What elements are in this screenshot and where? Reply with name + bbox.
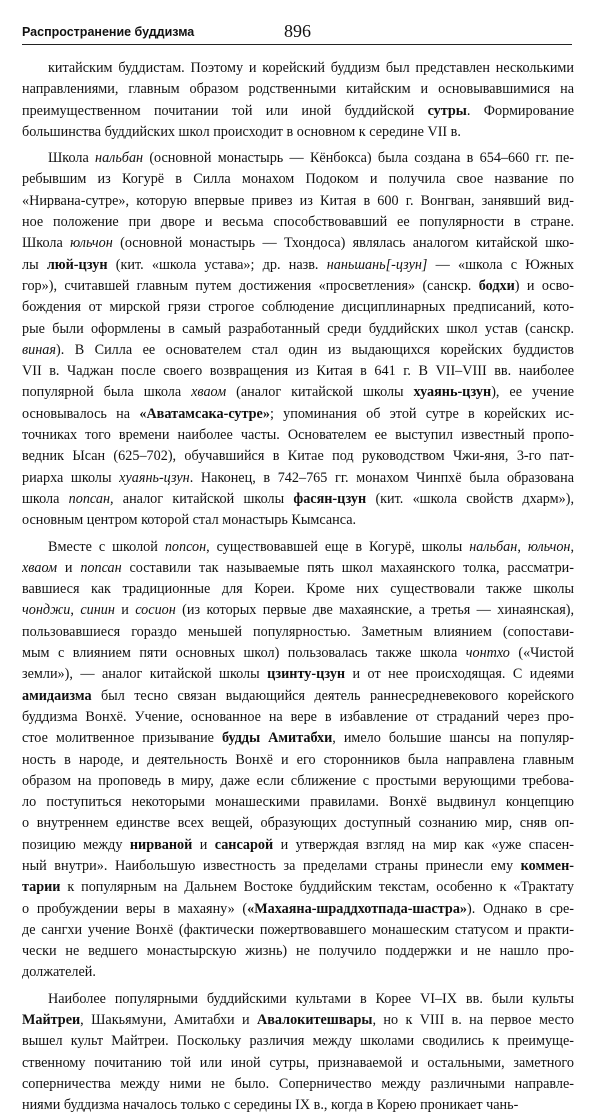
text-line (22, 340, 574, 361)
text-run: школа (22, 490, 69, 507)
text-run: и (114, 602, 136, 619)
italic-term: виная (22, 341, 56, 358)
text-line (22, 877, 574, 898)
text-line (22, 382, 574, 403)
bold-term: амидаизма (22, 687, 92, 704)
text-line (22, 191, 574, 212)
text-run: «Нирвана-сутре», которую впервые привез из Китая в 600 г. Вонгван, занявший вид- (22, 192, 574, 209)
text-run: был тесно связан выдающийся деятель раннесредневекового корейского (91, 687, 574, 704)
text-run: соперничества между ними не было. Соперничество между различными направле- (22, 1075, 574, 1092)
text-line (22, 664, 574, 685)
text-run: большинства буддийских школ происходит в основном к середине VII в. (22, 123, 461, 140)
text-run: земли»), — аналог китайской школы (22, 666, 268, 683)
italic-term: юльчон (70, 235, 113, 252)
text-line (22, 707, 574, 728)
text-line (22, 537, 574, 558)
text-run: (аналог китайской школы (226, 384, 414, 401)
text-run: VII в. Чаджан после своего возвращения из Китая в 641 г. В VII–VIII вв. наиболее (22, 363, 574, 380)
text-line (22, 233, 574, 254)
text-run: и утверждая взгляд на мир как «уже спасен- (273, 836, 574, 853)
text-line (22, 255, 574, 276)
text-line (22, 792, 574, 813)
text-line (22, 941, 574, 962)
text-line (22, 1074, 574, 1095)
text-line (22, 962, 574, 983)
text-run: точниках того времени наиболее часты. Основателем ее выступил известный пропо- (22, 427, 574, 444)
text-run: и от нее происходящая. С идеями (345, 666, 574, 683)
text-line (22, 600, 574, 621)
text-run: (из которых первые две махаянские, а третья — хинаянская), (175, 602, 574, 619)
text-run: ; упоминания об этой сутре в корейских ис- (269, 405, 574, 422)
text-line (22, 1053, 574, 1074)
text-line (22, 489, 574, 510)
text-run: и (57, 559, 81, 576)
text-run: стое молитвенное призывание (22, 730, 222, 747)
italic-term: попсан (80, 559, 122, 576)
text-line (22, 276, 574, 297)
bold-term: цзинту-цзун (267, 666, 346, 683)
section-title: Распространение буддизма (22, 25, 195, 39)
text-run: , (570, 538, 574, 555)
text-run: ) и осво- (514, 277, 574, 294)
italic-term: юльчон (527, 538, 571, 555)
bold-term: сансарой (214, 836, 274, 853)
bold-term: коммен- (520, 857, 574, 874)
text-run: (кит. «школа свойств дхарм»), (366, 490, 574, 507)
text-run: , (70, 602, 81, 619)
text-run: бождения от мирской грязи строгое соблюдение дисциплинарных предписаний, кото- (22, 299, 574, 316)
text-line (22, 446, 574, 467)
text-run: (кит. «школа устава»; др. назв. (107, 256, 327, 273)
italic-term: нальбан (95, 150, 144, 167)
text-run: де сангхи учение Вонхё (фактически пожертвовавшего монашеским статусом и практи- (22, 921, 574, 938)
text-run: направлениями, главным образом родственными китайским и основывавшимися на (22, 81, 574, 98)
page-number: 896 (284, 21, 311, 41)
text-run: вышел культ Майтреи. Поскольку различия между школами сводились к преимуще- (22, 1033, 574, 1050)
italic-term: попсан (68, 490, 110, 507)
text-run: риарха школы (22, 469, 120, 486)
text-run: (основной монастырь — Кёнбокса) была создана в 654–660 гг. пе- (143, 150, 574, 167)
italic-term: хваом (22, 559, 58, 576)
text-line (22, 212, 574, 233)
text-run: , имело большие шансы на популяр- (332, 730, 574, 747)
text-line (22, 643, 574, 664)
text-line (22, 856, 574, 877)
italic-term: синин (80, 602, 115, 619)
text-run: . Наконец, в 742–765 гг. монахом Чинпхё была образована (189, 469, 574, 486)
text-line (22, 79, 574, 100)
text-run: Школа (48, 150, 96, 167)
text-run: о пробуждении веры в махаяну» ( (22, 900, 248, 917)
text-line (22, 813, 574, 834)
text-run: китайским буддистам. Поэтому и корейский буддизм был представлен несколькими (48, 60, 574, 76)
bold-term: фасян-цзун (293, 490, 367, 507)
text-run: составили так называемые пять школ махаянского толка, рассматри- (121, 559, 574, 576)
text-run: (основной монастырь — Тхондоса) являлась аналогом китайской шко- (112, 235, 574, 252)
text-line (22, 425, 574, 446)
text-run: ведник Ысан (625–702), обучавшийся в Китае под руководством Чжи-яня, 3-го пат- (22, 448, 574, 465)
text-run: о внутреннем единстве всех вещей, образующих доступный сознанию мир, сняв оп- (22, 815, 574, 832)
bold-term: нирваной (129, 836, 193, 853)
text-line (22, 404, 574, 425)
text-line (22, 297, 574, 318)
text-run: лы (22, 256, 47, 273)
bold-term: хуаянь-цзун (413, 384, 492, 401)
text-line (22, 771, 574, 792)
text-line (22, 510, 574, 531)
text-run: пользовавшиеся гораздо меньшей популярностью. Заметным влиянием (сопостави- (22, 623, 574, 640)
text-run: вавшиеся как традиционные для Кореи. Кроме них существовали также школы (22, 581, 574, 598)
bold-term: Майтреи (22, 1012, 81, 1029)
text-run: популярной была школа (22, 384, 192, 401)
bold-term: бодхи (478, 277, 515, 294)
text-line (22, 750, 574, 771)
text-run: — «школа с Южных (427, 256, 574, 273)
text-line (22, 58, 574, 79)
italic-term: сосион (135, 602, 176, 619)
text-run: буддизма Вонхё. Учение, основанное на вере в избавление от страданий через про- (22, 708, 574, 725)
text-line (22, 920, 574, 941)
text-run: ный внутри». Наибольшую известность за пределами страны принесли ему (22, 857, 521, 874)
text-run: ), ее учение (491, 384, 574, 401)
text-run: , Шакьямуни, Амитабхи и (80, 1012, 257, 1029)
paragraph (22, 989, 574, 1117)
bold-term: «Махаяна-шраддхотпада-шастра» (247, 900, 468, 917)
italic-term: чонтхо (465, 645, 510, 662)
italic-term: попсон (164, 538, 207, 555)
text-run: , аналог китайской школы (109, 490, 294, 507)
italic-term: хуаянь-цзун (119, 469, 190, 486)
text-run: позицию между (22, 836, 130, 853)
text-run: Вместе с школой (48, 538, 165, 555)
text-line (22, 361, 574, 382)
text-run: основным центром которой стал монастырь Кымсанса. (22, 512, 357, 529)
paragraph (22, 148, 574, 531)
text-run: ло поступиться некоторыми монашескими правилами. Вонхё выдвинул концепцию (22, 794, 574, 811)
text-line (22, 468, 574, 489)
running-header (22, 22, 572, 45)
text-run: чески не ведшего монастырскую жизнь) не получило поддержки и не нашло про- (22, 943, 574, 960)
text-run: преимущественном почитании той или иной буддийской (22, 102, 428, 119)
text-run: мым с влиянием пяти основных школ) пользовалась также школа (22, 645, 466, 662)
text-line (22, 101, 574, 122)
text-line (22, 319, 574, 340)
text-run: ность в народе, и деятельность Вонхё и его сторонников была направлена главным (22, 751, 574, 768)
text-run: гор»), считавшей главным путем достижения «просветления» (санскр. (22, 277, 479, 294)
bold-term: будды Амитабхи (221, 730, 333, 747)
text-run: и (192, 836, 215, 853)
text-line (22, 1031, 574, 1052)
text-run: , но к VIII в. на первое место (372, 1012, 574, 1029)
text-line (22, 686, 574, 707)
text-run: основывалось на (22, 405, 140, 422)
text-line (22, 122, 574, 143)
bold-term: «Аватамсака-сутре» (139, 405, 270, 422)
bold-term: сутры (427, 102, 467, 119)
text-run: рые были оформлены в самый разработанный среди буддийских школ устав (санскр. (22, 320, 574, 337)
paragraph (22, 537, 574, 984)
bold-term: тарии (22, 879, 61, 896)
text-line (22, 989, 574, 1010)
text-run: ниями буддизма началось только с середины IX в., когда в Корею проникает чань- (22, 1097, 519, 1114)
text-run: должателей. (22, 964, 96, 981)
text-line (22, 558, 574, 579)
text-line (22, 728, 574, 749)
text-run: . Формирование (466, 102, 574, 119)
text-run: , существовавшей еще в Когурё, школы (206, 538, 470, 555)
text-line (22, 148, 574, 169)
text-run: ребывшим из Когурё в Силла монахом Подоком и получила свое название по (22, 171, 574, 188)
text-run: ное положение при дворе и весьма способствовавший ее популярности в стране. (22, 214, 574, 231)
paragraph (22, 58, 574, 143)
text-run: ). Однако в сре- (467, 900, 574, 917)
text-run: образом на проповедь в миру, даже если сближение с простыми верующими требова- (22, 772, 574, 789)
text-line (22, 1095, 574, 1116)
text-run: ). В Силла ее основателем стал один из выдающихся корейских буддистов (55, 341, 574, 358)
text-line (22, 899, 574, 920)
text-line (22, 1010, 574, 1031)
text-run: Школа (22, 235, 71, 252)
text-run: Наиболее популярными буддийскими культами в Корее VI–IX вв. были культы (48, 990, 574, 1007)
italic-term: нальбан (469, 538, 518, 555)
text-line (22, 169, 574, 190)
bold-term: люй-цзун (46, 256, 108, 273)
italic-term: чонджи (22, 602, 71, 619)
italic-term: хваом (191, 384, 227, 401)
text-run: , (517, 538, 528, 555)
text-line (22, 835, 574, 856)
text-line (22, 579, 574, 600)
text-line (22, 622, 574, 643)
italic-term: наньшань[-цзун] (326, 256, 428, 273)
text-run: к популярным на Дальнем Востоке буддийским текстам, особенно к «Трактату (60, 879, 574, 896)
text-run: («Чистой (509, 645, 574, 662)
text-run: ственному почитанию той или иной сутры, признаваемой и остальными, заметного (22, 1054, 574, 1071)
body-text (22, 58, 574, 1117)
bold-term: Авалокитешвары (256, 1012, 373, 1029)
